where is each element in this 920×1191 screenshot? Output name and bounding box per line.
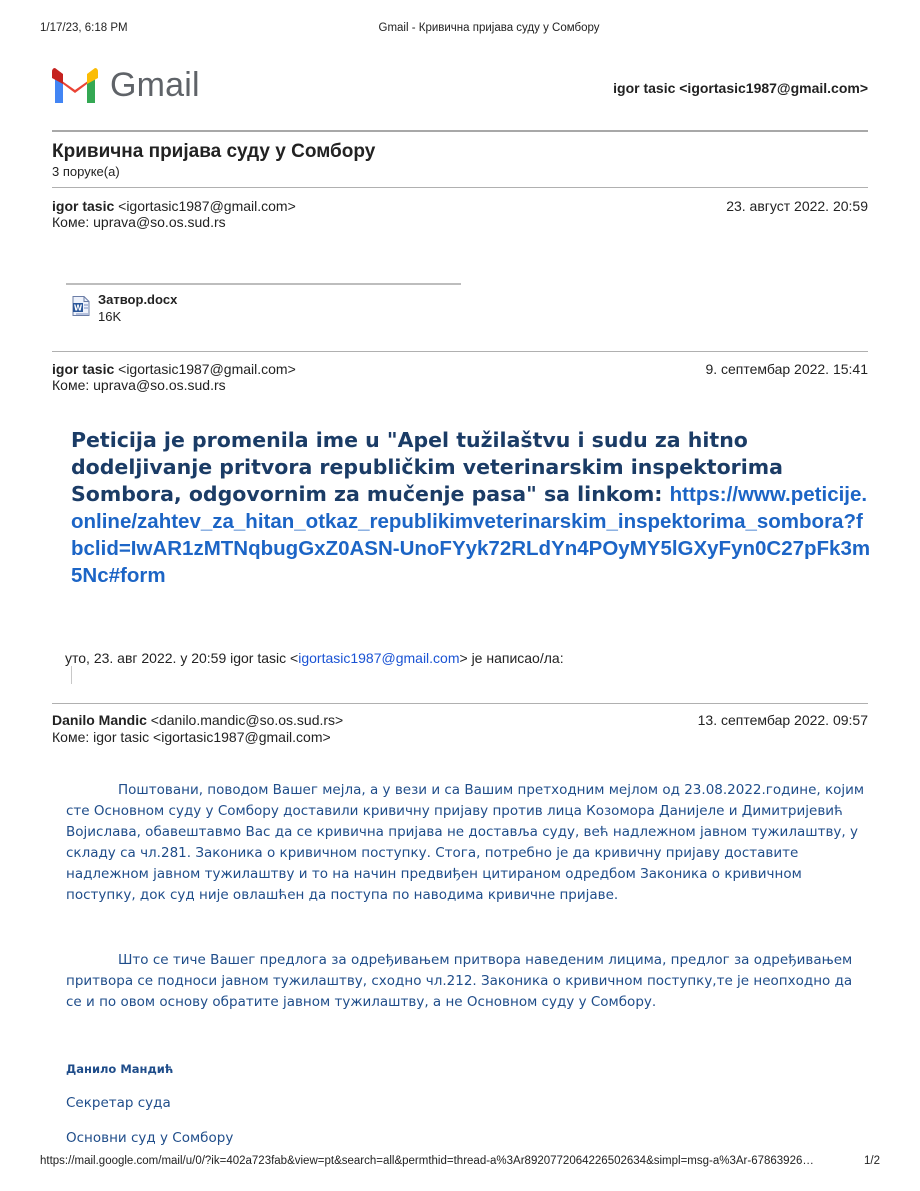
- reply-paragraph-1: [66, 780, 866, 906]
- gmail-m-icon: [52, 68, 98, 103]
- signature-title: Секретар суда: [66, 1095, 171, 1111]
- quote-attribution: [65, 650, 564, 666]
- message-2-recipient: Коме: uprava@so.os.sud.rs: [52, 377, 226, 393]
- gmail-logo-text: Gmail: [110, 66, 200, 104]
- divider: [52, 130, 868, 132]
- divider: [52, 187, 868, 188]
- divider: [52, 703, 868, 704]
- petition-link[interactable]: https://www.peticije.online/zahtev_za_hitan_otkaz_republikimveterinarskim_inspektorima_sombora?fbclid=IwAR1zMTNqbugGxZ0ASN-UnoFYyk72RLdYn4POyMY5lGXyFyn0C27pFk3m5Nc#form: [71, 483, 871, 587]
- message-2-date: 9. септембар 2022. 15:41: [705, 361, 868, 377]
- paragraph-text: Што се тиче Вашег предлога за одређивањем притвора наведеним лицима, предлог за одређивањем притвора се подноси јавном тужилаштву, сходно чл.212. Законика о кривичном поступку,те је неопходно да се и по овом основу обратите јавном тужилаштву, а не Основном суду у Сомбору.: [66, 952, 853, 1010]
- sender-email: <igortasic1987@gmail.com>: [118, 198, 296, 214]
- attachment-divider: [66, 283, 461, 285]
- reply-paragraph-2: [66, 950, 866, 1013]
- account-label: igor tasic <igortasic1987@gmail.com>: [613, 80, 868, 96]
- sender-email: <igortasic1987@gmail.com>: [118, 361, 296, 377]
- message-1-sender: [52, 198, 296, 214]
- signature-name: Данило Мандић: [66, 1062, 174, 1076]
- petition-heading: [71, 427, 871, 589]
- message-3-date: 13. септембар 2022. 09:57: [697, 712, 868, 728]
- paragraph-text: Поштовани, поводом Вашег мејла, а у вези и са Вашим претходним мејлом од 23.08.2022.године, којим сте Основном суду у Сомбору доставили кривичну пријаву против лица Козомора Данијеле и Димитријевић Војислава, обавештавмо Вас да се кривична пријава не доставља суду, већ надлежном јавном тужилаштву, у складу са чл.281. Законика о кривичном поступку. Стога, потребно је да кривичну пријаву доставите надлежном јавном тужилаштву и то на начин предвиђен цитираном одредбом Законика о кривичном поступку, док суд није овлашћен да поступа по наводима кривичне пријаве.: [66, 782, 865, 903]
- message-1-date: 23. август 2022. 20:59: [726, 198, 868, 214]
- footer-url: https://mail.google.com/mail/u/0/?ik=402a723fab&view=pt&search=all&permthid=thread-a%3Ar8920772064226502634&simpl=msg-a%3Ar-67863926…: [40, 1155, 814, 1167]
- quote-prefix: уто, 23. авг 2022. у 20:59 igor tasic <: [65, 650, 299, 666]
- sender-name: Danilo Mandic: [52, 712, 147, 728]
- quote-email-link[interactable]: igortasic1987@gmail.com: [298, 650, 460, 666]
- message-3-recipient: Коме: igor tasic <igortasic1987@gmail.com>: [52, 729, 331, 745]
- message-1-recipient: Коме: uprava@so.os.sud.rs: [52, 214, 226, 230]
- attachment-name[interactable]: Затвор.docx: [98, 292, 178, 307]
- sender-name: igor tasic: [52, 198, 115, 214]
- attachment-size: 16K: [98, 309, 122, 324]
- quote-bar: [71, 666, 72, 684]
- divider: [52, 351, 868, 352]
- svg-text:W: W: [73, 303, 83, 313]
- message-count: 3 поруке(а): [52, 164, 120, 179]
- petition-text: Peticija je promenila ime u "Apel tužilaštvu i sudu za hitno dodeljivanje pritvora republičkim veterinarskim inspektorima Sombora, odgovornim za mučenje pasa" sa linkom:: [71, 428, 783, 506]
- signature-org: Основни суд у Сомбору: [66, 1130, 234, 1146]
- sender-name: igor tasic: [52, 361, 115, 377]
- thread-subject: Кривична пријава суду у Сомбору: [52, 141, 376, 162]
- message-3-sender: [52, 712, 343, 728]
- word-document-icon[interactable]: [72, 296, 90, 316]
- print-datetime: 1/17/23, 6:18 PM: [40, 22, 128, 34]
- message-2-sender: [52, 361, 296, 377]
- print-page-title: Gmail - Кривична пријава суду у Сомбору: [378, 22, 600, 34]
- footer-page-number: 1/2: [864, 1155, 880, 1167]
- sender-email: <danilo.mandic@so.os.sud.rs>: [150, 712, 344, 728]
- quote-suffix: > је написао/ла:: [459, 650, 564, 666]
- gmail-logo: [52, 66, 200, 105]
